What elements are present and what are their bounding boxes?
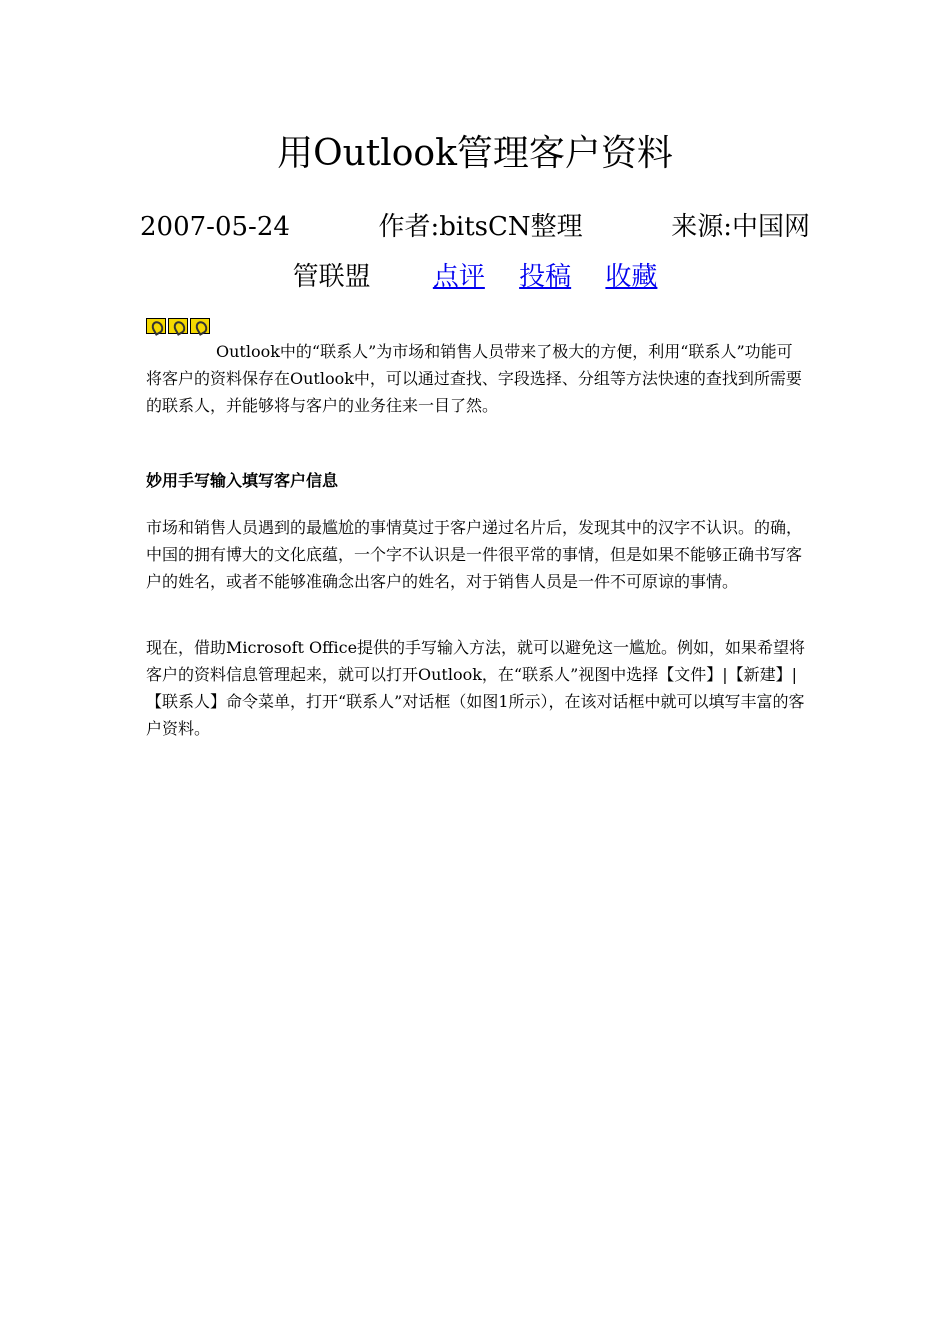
article-title: 用Outlook管理客户资料 <box>277 133 673 174</box>
publish-date: 2007-05-24 <box>140 212 290 242</box>
rating-icon <box>146 318 166 334</box>
rating-icon <box>190 318 210 334</box>
submit-link[interactable]: 投稿 <box>519 262 572 292</box>
meta-row-links <box>140 252 810 302</box>
rating-icons <box>146 318 210 334</box>
meta-row <box>140 202 810 252</box>
section-heading: 妙用手写输入填写客户信息 <box>146 471 339 490</box>
paragraph-3: 现在，借助Microsoft Office提供的手写输入方法，就可以避免这一尴尬。例如，如果希望将客户的资料信息管理起来，就可以打开Outlook，在“联系人”视图中选择【文件】|【新建】|【联系人】命令菜单，打开“联系人”对话框（如图1所示），在该对话框中就可以填写丰富的客户资料。 <box>146 638 806 738</box>
article-meta <box>140 202 810 302</box>
intro-paragraph: Outlook中的“联系人”为市场和销售人员带来了极大的方便，利用“联系人”功能可将客户的资料保存在Outlook中，可以通过查找、字段选择、分组等方法快速的查找到所需要的联系人，并能够将与客户的业务往来一目了然。 <box>146 342 802 415</box>
author: 作者:bitsCN整理 <box>378 212 583 242</box>
rating-icon <box>168 318 188 334</box>
comment-link[interactable]: 点评 <box>432 262 485 292</box>
paragraph-2: 市场和销售人员遇到的最尴尬的事情莫过于客户递过名片后，发现其中的汉字不认识。的确，中国的拥有博大的文化底蕴，一个字不认识是一件很平常的事情，但是如果不能够正确书写客户的姓名，或者不能够准确念出客户的姓名，对于销售人员是一件不可原谅的事情。 <box>146 518 803 591</box>
source-continued: 管联盟 <box>292 262 371 292</box>
favorite-link[interactable]: 收藏 <box>605 262 658 292</box>
source-label: 来源:中国网 <box>671 212 810 242</box>
